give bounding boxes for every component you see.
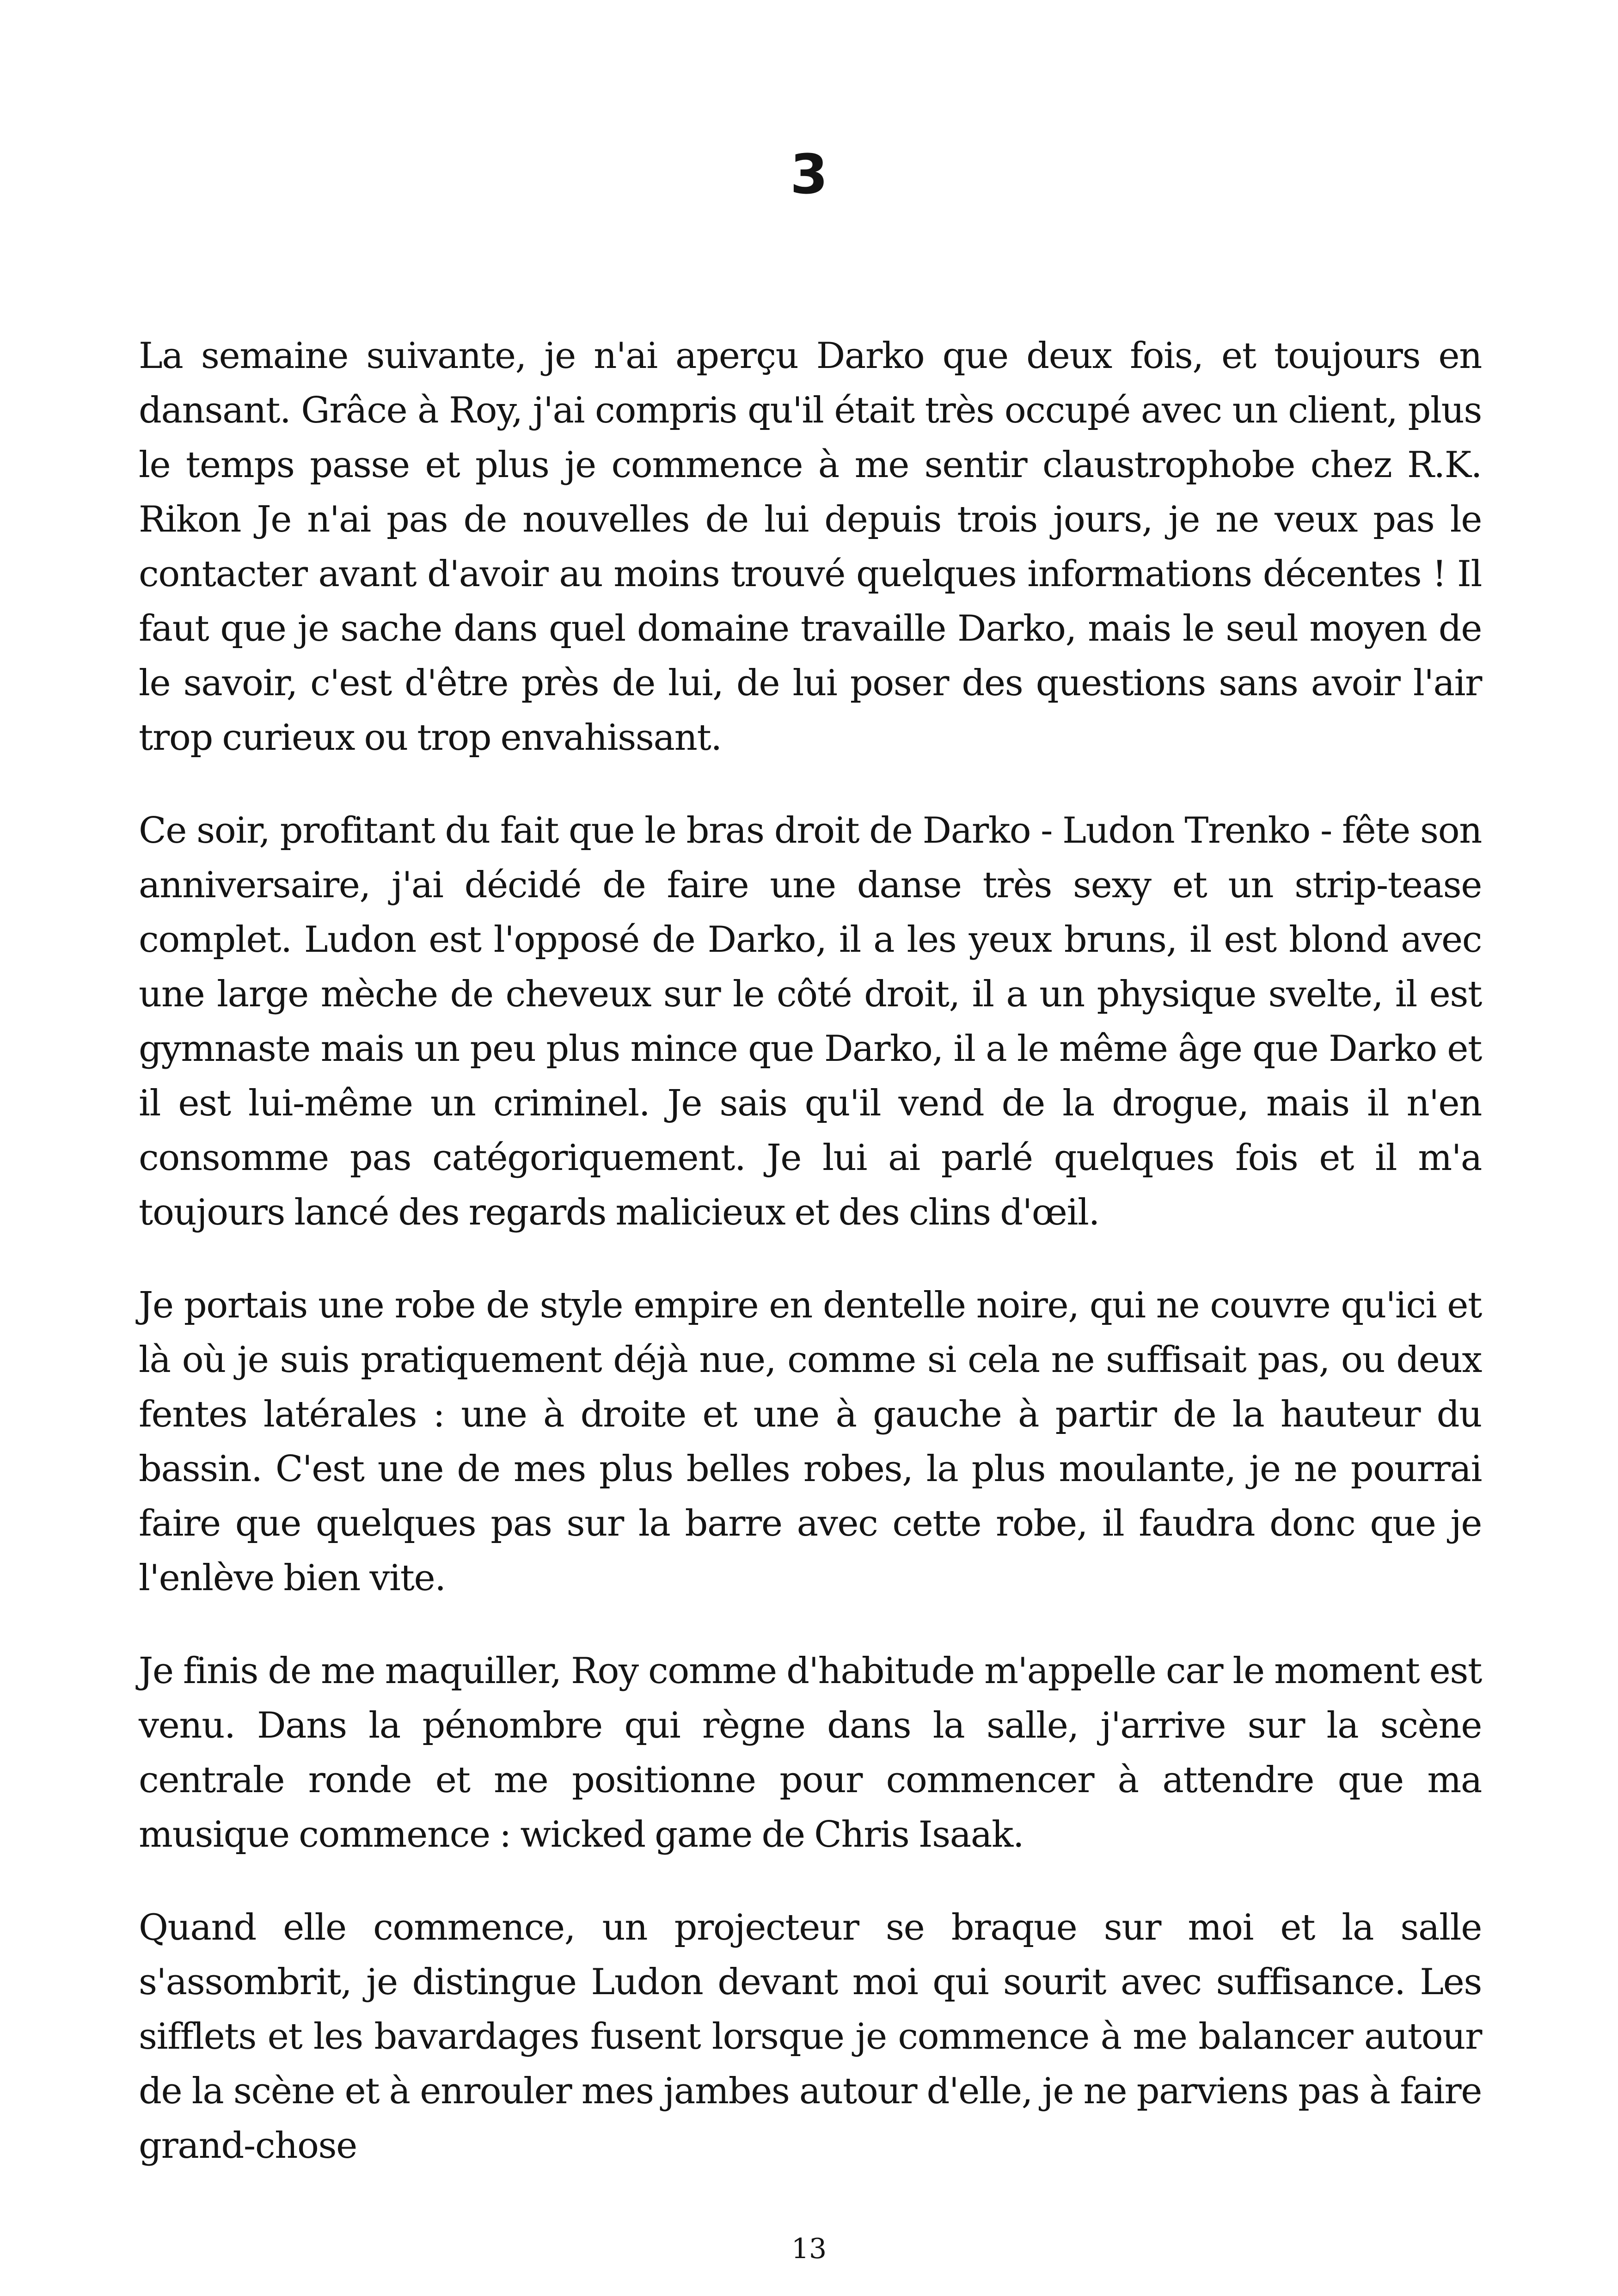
paragraph: La semaine suivante, je n'ai aperçu Darko que deux fois, et toujours en dansant. Grâce à Roy, j'ai compris qu'il était très occupé avec un client, plus le temps passe et plus je commence à me sentir claustrophobe chez R.K. Rikon Je n'ai pas de nouvelles de lui depuis trois jours, je ne veux pas le contacter avant d'avoir au moins trouvé quelques informations décentes ! Il faut que je sache dans quel domaine travaille Darko, mais le seul moyen de le savoir, c'est d'être près de lui, de lui poser des questions sans avoir l'air trop curieux ou trop envahissant.	[139, 335, 1482, 759]
chapter-body	[139, 329, 1482, 2211]
paragraph: Je portais une robe de style empire en dentelle noire, qui ne couvre qu'ici et là où je suis pratiquement déjà nue, comme si cela ne suffisait pas, ou deux fentes latérales : une à droite et une à gauche à partir de la hauteur du bassin. C'est une de mes plus belles robes, la plus moulante, je ne pourrai faire que quelques pas sur la barre avec cette robe, il faudra donc que je l'enlève bien vite.	[139, 1285, 1482, 1599]
page-number: 13	[791, 2233, 827, 2265]
paragraph: Quand elle commence, un projecteur se braque sur moi et la salle s'assombrit, je distingue Ludon devant moi qui sourit avec suffisance. Les sifflets et les bavardages fusent lorsque je commence à me balancer autour de la scène et à enrouler mes jambes autour d'elle, je ne parviens pas à faire grand-chose	[139, 1907, 1482, 2167]
chapter-number: 3	[790, 142, 828, 206]
paragraph: Je finis de me maquiller, Roy comme d'habitude m'appelle car le moment est venu. Dans la pénombre qui règne dans la salle, j'arrive sur la scène centrale ronde et me positionne pour commencer à attendre que ma musique commence : wicked game de Chris Isaak.	[139, 1650, 1482, 1855]
paragraph: Ce soir, profitant du fait que le bras droit de Darko - Ludon Trenko - fête son anniversaire, j'ai décidé de faire une danse très sexy et un strip-tease complet. Ludon est l'opposé de Darko, il a les yeux bruns, il est blond avec une large mèche de cheveux sur le côté droit, il a un physique svelte, il est gymnaste mais un peu plus mince que Darko, il a le même âge que Darko et il est lui-même un criminel. Je sais qu'il vend de la drogue, mais il n'en consomme pas catégoriquement. Je lui ai parlé quelques fois et il m'a toujours lancé des regards malicieux et des clins d'œil.	[139, 810, 1482, 1233]
